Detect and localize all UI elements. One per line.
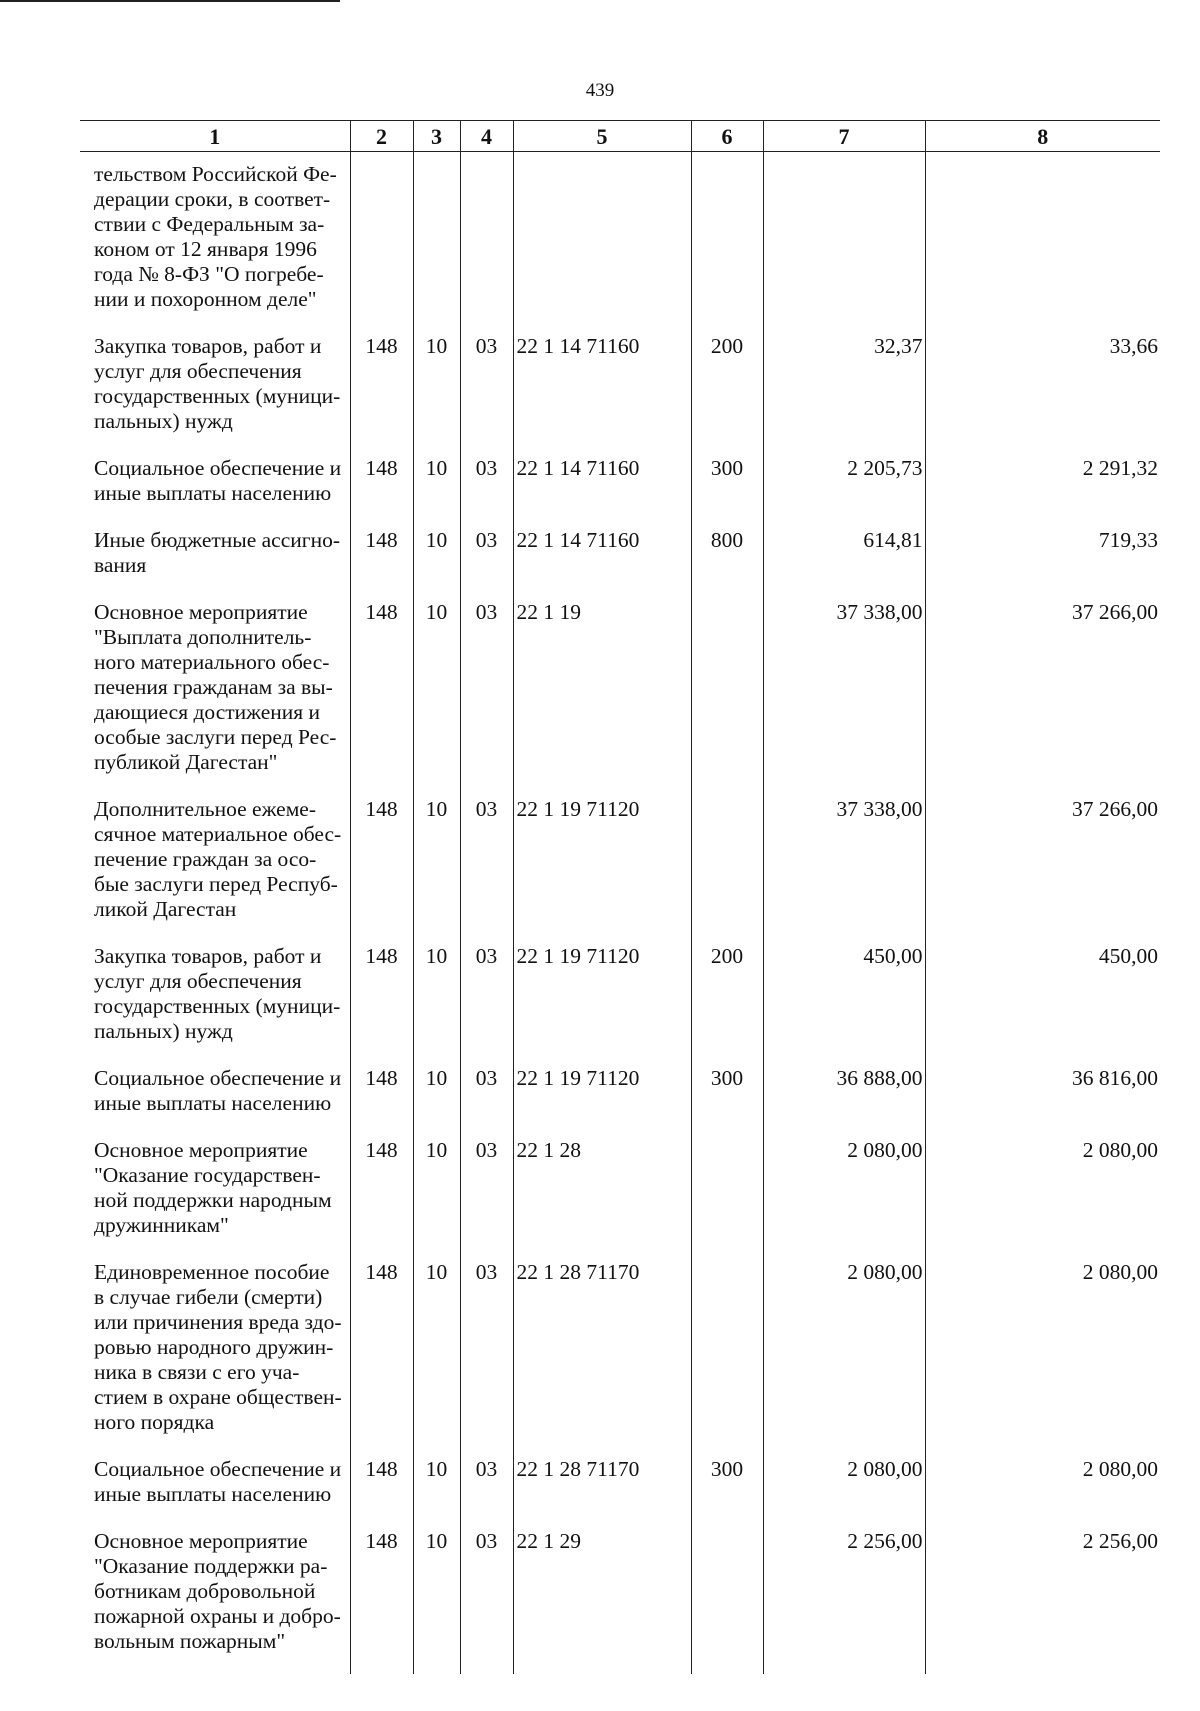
expense-type-code (691, 1529, 763, 1674)
table-header (80, 121, 1160, 152)
amount-year-1: 2 205,73 (763, 456, 925, 528)
amount-year-2: 2 080,00 (925, 1457, 1160, 1529)
row-description (80, 944, 350, 1066)
subsection-code: 03 (460, 1066, 513, 1138)
target-article-code: 22 1 19 71120 (513, 944, 691, 1066)
amount-year-2: 2 080,00 (925, 1260, 1160, 1457)
section-code: 10 (413, 944, 460, 1066)
table-row (80, 152, 1160, 335)
description-line: ровью народного дружин- (94, 1335, 334, 1359)
subsection-code: 03 (460, 528, 513, 600)
description-line: года № 8-ФЗ "О погребе- (94, 262, 324, 286)
target-article-code: 22 1 19 71120 (513, 1066, 691, 1138)
description-line: государственных (муници- (94, 994, 341, 1018)
expense-type-code: 300 (691, 456, 763, 528)
section-code: 10 (413, 1457, 460, 1529)
description-line: тельством Российской Фе- (94, 162, 337, 186)
description-line: иные выплаты населению (94, 481, 332, 505)
section-code: 10 (413, 456, 460, 528)
description-line: сячное материальное обес- (94, 822, 342, 846)
amount-year-1: 614,81 (763, 528, 925, 600)
description-line: Основное мероприятие (94, 1138, 308, 1162)
description-line: стием в охране обществен- (94, 1385, 342, 1409)
description-line: "Оказание поддержки ра- (94, 1554, 328, 1578)
description-line: "Оказание государствен- (94, 1163, 321, 1187)
ministry-code: 148 (350, 944, 413, 1066)
row-description (80, 528, 350, 600)
amount-year-1 (763, 152, 925, 335)
amount-year-1: 450,00 (763, 944, 925, 1066)
description-line: дерации сроки, в соответ- (94, 187, 331, 211)
description-line: Иные бюджетные ассигно- (94, 528, 340, 552)
description-line: ликой Дагестан (94, 897, 237, 921)
description-line: ствии с Федеральным за- (94, 212, 325, 236)
description-line: ного порядка (94, 1410, 215, 1434)
amount-year-2: 450,00 (925, 944, 1160, 1066)
amount-year-1: 36 888,00 (763, 1066, 925, 1138)
expense-type-code: 300 (691, 1457, 763, 1529)
target-article-code (513, 152, 691, 335)
amount-year-2: 37 266,00 (925, 797, 1160, 944)
table-row (80, 456, 1160, 528)
expense-type-code: 800 (691, 528, 763, 600)
ministry-code: 148 (350, 1529, 413, 1674)
section-code: 10 (413, 1066, 460, 1138)
expense-type-code: 300 (691, 1066, 763, 1138)
description-line: Основное мероприятие (94, 1529, 308, 1553)
description-line: ника в связи с его уча- (94, 1360, 300, 1384)
row-description (80, 1457, 350, 1529)
expense-type-code (691, 1138, 763, 1260)
description-line: Закупка товаров, работ и (94, 334, 322, 358)
target-article-code: 22 1 19 (513, 600, 691, 797)
column-header-7: 7 (763, 121, 925, 152)
row-description (80, 334, 350, 456)
description-line: коном от 12 января 1996 (94, 237, 317, 261)
table-row (80, 1066, 1160, 1138)
table-row (80, 600, 1160, 797)
section-code: 10 (413, 1529, 460, 1674)
subsection-code (460, 152, 513, 335)
description-line: публикой Дагестан" (94, 750, 278, 774)
description-line: печение граждан за осо- (94, 847, 317, 871)
column-header-5: 5 (513, 121, 691, 152)
ministry-code (350, 152, 413, 335)
description-line: особые заслуги перед Рес- (94, 725, 337, 749)
expense-type-code (691, 1260, 763, 1457)
subsection-code: 03 (460, 1260, 513, 1457)
ministry-code: 148 (350, 456, 413, 528)
subsection-code: 03 (460, 1457, 513, 1529)
ministry-code: 148 (350, 797, 413, 944)
description-line: печения гражданам за вы- (94, 675, 333, 699)
column-header-8: 8 (925, 121, 1160, 152)
subsection-code: 03 (460, 334, 513, 456)
amount-year-1: 2 256,00 (763, 1529, 925, 1674)
expense-type-code: 200 (691, 944, 763, 1066)
description-line: ного материального обес- (94, 650, 330, 674)
column-header-6: 6 (691, 121, 763, 152)
description-line: иные выплаты населению (94, 1091, 332, 1115)
description-line: Социальное обеспечение и (94, 1457, 342, 1481)
amount-year-2: 33,66 (925, 334, 1160, 456)
amount-year-2: 36 816,00 (925, 1066, 1160, 1138)
expense-type-code: 200 (691, 334, 763, 456)
description-line: Социальное обеспечение и (94, 1066, 342, 1090)
row-description (80, 152, 350, 335)
description-line: Социальное обеспечение и (94, 456, 342, 480)
ministry-code: 148 (350, 1457, 413, 1529)
column-header-1: 1 (80, 121, 350, 152)
top-rule (0, 0, 340, 2)
description-line: ной поддержки народным (94, 1188, 332, 1212)
section-code: 10 (413, 528, 460, 600)
description-line: пальных) нужд (94, 1019, 233, 1043)
amount-year-1: 2 080,00 (763, 1457, 925, 1529)
description-line: в случае гибели (смерти) (94, 1285, 323, 1309)
budget-table (80, 120, 1160, 1674)
description-line: вольным пожарным" (94, 1629, 286, 1653)
description-line: дающиеся достижения и (94, 700, 321, 724)
target-article-code: 22 1 28 (513, 1138, 691, 1260)
expense-type-code (691, 797, 763, 944)
description-line: или причинения вреда здо- (94, 1310, 342, 1334)
row-description (80, 797, 350, 944)
description-line: государственных (муници- (94, 384, 341, 408)
table-row (80, 1457, 1160, 1529)
column-header-2: 2 (350, 121, 413, 152)
section-code: 10 (413, 334, 460, 456)
description-line: Дополнительное ежеме- (94, 797, 317, 821)
ministry-code: 148 (350, 334, 413, 456)
description-line: "Выплата дополнитель- (94, 625, 312, 649)
amount-year-2: 2 080,00 (925, 1138, 1160, 1260)
column-header-3: 3 (413, 121, 460, 152)
target-article-code: 22 1 14 71160 (513, 528, 691, 600)
amount-year-1: 2 080,00 (763, 1138, 925, 1260)
subsection-code: 03 (460, 1138, 513, 1260)
target-article-code: 22 1 19 71120 (513, 797, 691, 944)
target-article-code: 22 1 28 71170 (513, 1457, 691, 1529)
column-header-4: 4 (460, 121, 513, 152)
amount-year-2: 2 256,00 (925, 1529, 1160, 1674)
ministry-code: 148 (350, 1138, 413, 1260)
expense-type-code (691, 152, 763, 335)
expense-type-code (691, 600, 763, 797)
subsection-code: 03 (460, 944, 513, 1066)
amount-year-2: 2 291,32 (925, 456, 1160, 528)
row-description (80, 1066, 350, 1138)
amount-year-1: 2 080,00 (763, 1260, 925, 1457)
table-row (80, 1529, 1160, 1674)
table-row (80, 1260, 1160, 1457)
amount-year-2: 37 266,00 (925, 600, 1160, 797)
table-row (80, 528, 1160, 600)
target-article-code: 22 1 29 (513, 1529, 691, 1674)
amount-year-1: 32,37 (763, 334, 925, 456)
description-line: Основное мероприятие (94, 600, 308, 624)
table-body (80, 152, 1160, 1675)
amount-year-2 (925, 152, 1160, 335)
section-code (413, 152, 460, 335)
ministry-code: 148 (350, 528, 413, 600)
section-code: 10 (413, 1138, 460, 1260)
description-line: Единовременное пособие (94, 1260, 330, 1284)
amount-year-1: 37 338,00 (763, 797, 925, 944)
description-line: дружинникам" (94, 1213, 229, 1237)
row-description (80, 1138, 350, 1260)
row-description (80, 456, 350, 528)
description-line: услуг для обеспечения (94, 969, 302, 993)
page-number: 439 (585, 80, 615, 101)
description-line: пальных) нужд (94, 409, 233, 433)
ministry-code: 148 (350, 1260, 413, 1457)
ministry-code: 148 (350, 1066, 413, 1138)
ministry-code: 148 (350, 600, 413, 797)
description-line: вания (94, 553, 147, 577)
table-row (80, 944, 1160, 1066)
description-line: Закупка товаров, работ и (94, 944, 322, 968)
subsection-code: 03 (460, 797, 513, 944)
section-code: 10 (413, 1260, 460, 1457)
target-article-code: 22 1 14 71160 (513, 334, 691, 456)
subsection-code: 03 (460, 1529, 513, 1674)
description-line: нии и похоронном деле" (94, 287, 317, 311)
target-article-code: 22 1 14 71160 (513, 456, 691, 528)
description-line: услуг для обеспечения (94, 359, 302, 383)
description-line: иные выплаты населению (94, 1482, 332, 1506)
description-line: бые заслуги перед Респуб- (94, 872, 338, 896)
row-description (80, 1529, 350, 1674)
table-row (80, 797, 1160, 944)
section-code: 10 (413, 797, 460, 944)
subsection-code: 03 (460, 600, 513, 797)
target-article-code: 22 1 28 71170 (513, 1260, 691, 1457)
section-code: 10 (413, 600, 460, 797)
row-description (80, 600, 350, 797)
amount-year-1: 37 338,00 (763, 600, 925, 797)
amount-year-2: 719,33 (925, 528, 1160, 600)
subsection-code: 03 (460, 456, 513, 528)
table-row (80, 334, 1160, 456)
table-row (80, 1138, 1160, 1260)
description-line: пожарной охраны и добро- (94, 1604, 341, 1628)
description-line: ботникам добровольной (94, 1579, 316, 1603)
row-description (80, 1260, 350, 1457)
